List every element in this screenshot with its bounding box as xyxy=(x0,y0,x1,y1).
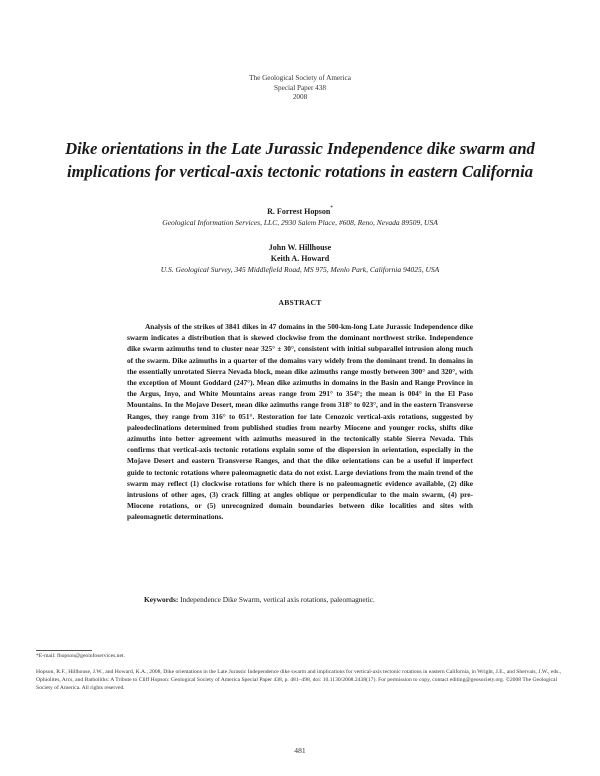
affiliation-geoinfo: Geological Information Services, LLC, 2930 Salem Place, #608, Reno, Nevada 89509, USA xyxy=(162,218,438,227)
footnote-mark: * xyxy=(330,206,333,211)
author-block-1 xyxy=(0,206,600,228)
abstract-text: Analysis of the strikes of 3841 dikes in 47 domains in the 500-km-long Late Jurassic Independence dike swarm indicates a distribution that is skewed clockwise from the dominant northwest strike. Independence dike swarm azimuths tend to cluster near 325° ± 30°, consistent with initial subparallel intrusion along much of the swarm. Dike azimuths in a quarter of the domains vary widely from the dominant trend. In domains in the essentially unrotated Sierra Nevada block, mean dike azimuths range mostly between 300° and 320°, with the exception of Mount Goddard (247°). Mean dike azimuths in domains in the Basin and Range Province in the Argus, Inyo, and White Mountains areas range from 291° to 354°; the mean is 004° in the El Paso Mountains. In the Mojave Desert, mean dike azimuths range from 318° to 023°, and in the eastern Transverse Ranges, they range from 316° to 051°. Restoration for late Cenozoic vertical-axis rotations, suggested by paleodeclinations determined from published studies from nearby Miocene and younger rocks, shifts dike azimuths into better agreement with azimuths measured in the tectonically stable Sierra Nevada. This confirms that vertical-axis tectonic rotations explain some of the dispersion in orientation, especially in the Mojave Desert and eastern Transverse Ranges, and that the dike orientations can be a useful if imperfect guide to tectonic rotations where paleomagnetic data do not exist. Large deviations from the main trend of the swarm may reflect (1) clockwise rotations for which there is no paleomagnetic evidence available, (2) dike intrusions of other ages, (3) crack filling at angles oblique or perpendicular to the main swarm, (4) pre-Miocene rotations, or (5) unrecognized domain boundaries between dike localities and sites with paleomagnetic determinations. xyxy=(127,322,473,522)
publication-year: 2008 xyxy=(292,93,308,101)
abstract-heading: ABSTRACT xyxy=(278,298,322,307)
series-name: Special Paper 438 xyxy=(274,83,326,92)
publisher-name: The Geological Society of America xyxy=(249,74,351,82)
keywords xyxy=(144,594,474,605)
author-name-hopson: R. Forrest Hopson* xyxy=(267,206,333,216)
paper-title: Dike orientations in the Late Jurassic Independence dike swarm and implications for vertical-axis tectonic rotations in eastern California xyxy=(65,139,535,181)
affiliation-usgs: U.S. Geological Survey, 345 Middlefield Road, MS 975, Menlo Park, California 94025, USA xyxy=(160,265,440,274)
keywords-text: Independence Dike Swarm, vertical axis rotations, paleomagnetic. xyxy=(180,595,375,604)
author-name-howard: Keith A. Howard xyxy=(270,254,330,263)
footnote-divider xyxy=(36,650,92,651)
keywords-label: Keywords: xyxy=(144,595,179,604)
journal-header xyxy=(0,74,600,103)
footnote-email: *E-mail: fhopson@geoinfoservices.net. xyxy=(36,653,125,659)
page-number: 481 xyxy=(294,746,306,755)
citation-text: Hopson, R.F., Hillhouse, J.W., and Howard, K.A., 2008, Dike orientations in the Late Jurassic Independence dike swarm and implications for vertical-axis tectonic rotations in eastern California, in Wright, J.E., and Shervais, J.W., eds., Ophiolites, Arcs, and Batholiths: A Tribute to Cliff Hopson: Geological Society of America Special Paper 438, p. 481–498, doi: 10.1130/2008.2438(17). For permission to copy, contact editing@geosociety.org. ©2008 The Geological Society of America. All rights reserved. xyxy=(36,669,562,692)
author-block-2 xyxy=(0,242,600,275)
author-name-hillhouse: John W. Hillhouse xyxy=(268,243,332,252)
